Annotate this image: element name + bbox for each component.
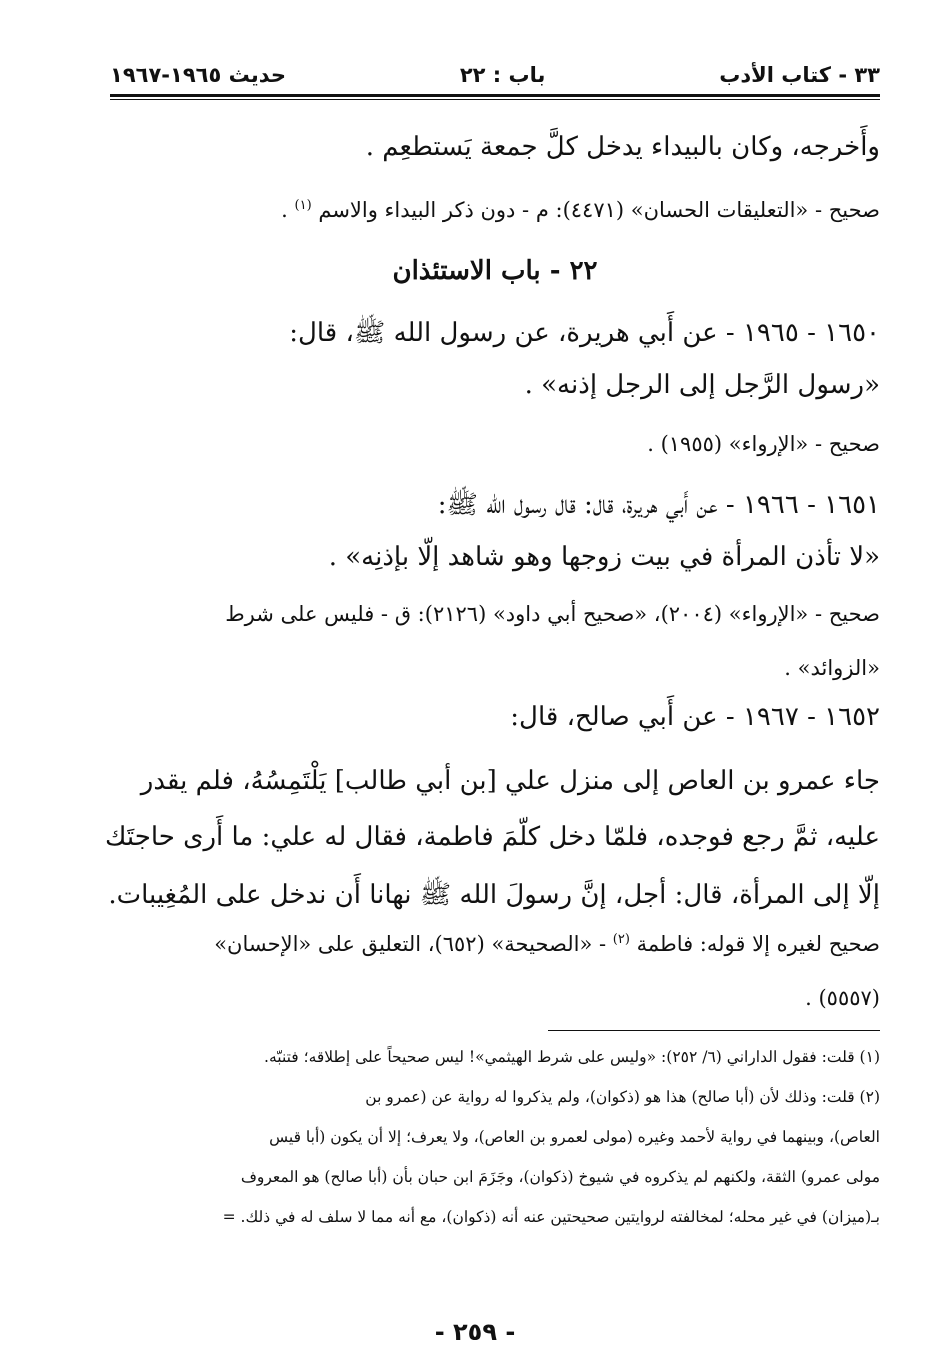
hadith-1652-text: جاء عمرو بن العاص إلى منزل علي [بن أبي طالب] يَلْتَمِسُهُ، فلم يقدر [140, 766, 880, 796]
footnote-2-cont: مولى عمرو) الثقة، ولكنهم لم يذكروه في شيوخ (ذكوان)، وجَزَمَ ابن حبان بأن (أبا صالح) هو المعروف [240, 1168, 880, 1186]
grading-text: صحيح لغيره إلا قوله: فاطمة [636, 932, 880, 956]
footnote-2-cont: بـ(ميزان) في غير محله؛ لمخالفته لروايتين صحيحتين عنه أنه (ذكوان)، مع أنه مما لا سلف له في ذلك. = [222, 1208, 880, 1226]
running-header [110, 58, 880, 92]
grading-text: صحيح - «التعليقات الحسان» (٤٤٧١): م - دون ذكر البيداء والاسم [318, 198, 880, 222]
footnote-2: (٢) قلت: وذلك لأن (أبا صالح) هذا هو (ذكوان)، ولم يذكروا له رواية عن (عمرو بن [365, 1088, 880, 1106]
hadith-1651-grade-cont: «الزوائد» . [784, 656, 880, 680]
footnote-1: (١) قلت: فقول الداراني (٦/ ٢٥٢): «وليس على شرط الهيثمي»! ليس صحيحاً على إطلاقه؛ فتنبّه. [264, 1048, 880, 1066]
grading-text-cont: - «الصحيحة» (٦٥٢)، التعليق على «الإحسان» [214, 932, 613, 956]
hadith-1652-text: عليه، ثمَّ رجع فوجده، فلمّا دخل كلّمَ فاطمة، فقال له علي: ما أَرى حاجتَك [105, 822, 880, 852]
hadith-1652-text: إلّا إلى المرأة، قال: أجل، إنَّ رسولَ الله ﷺ نهانا أَن ندخل على المُغِيبات. [108, 880, 880, 910]
header-rule-thin [110, 99, 880, 100]
footnote-2-cont: العاص)، وبينهما في رواية لأحمد وغيره (مولى لعمرو بن العاص)، ولا يعرف؛ إلا أن يكون (أبا قيس [269, 1128, 880, 1146]
header-rule-thick [110, 94, 880, 97]
hadith-1650-text: «رسول الرَّجل إلى الرجل إذنه» . [524, 370, 880, 400]
text-line: وأَخرجه، وكان بالبيداء يدخل كلَّ جمعة يَستطعِم . [365, 132, 880, 162]
header-chapter: باب : ٢٢ [459, 63, 546, 87]
hadith-1652-grade-cont: (٥٥٥٧) . [805, 986, 880, 1010]
footnote-marker-2: (٢) [612, 932, 630, 947]
footnote-marker-1: (١) [294, 198, 312, 213]
footnote-separator [548, 1030, 880, 1031]
grading-line [110, 198, 880, 222]
hadith-1651-text: «لا تأذن المرأة في بيت زوجها وهو شاهد إلّا بإذنِه» . [328, 542, 880, 572]
hadith-1651-grade: صحيح - «الإرواء» (٢٠٠٤)، «صحيح أبي داود» (٢١٢٦): ق - فليس على شرط [225, 602, 880, 626]
chapter-title: ٢٢ - باب الاستئذان [392, 256, 598, 286]
hadith-1651-head: ١٦٥١ - ١٩٦٦ - عن أَبي هريرة، قال: قال رسول الله ﷺ: [437, 490, 880, 520]
hadith-1650-head: ١٦٥٠ - ١٩٦٥ - عن أَبي هريرة، عن رسول الله ﷺ، قال: [289, 318, 880, 348]
hadith-1650-grade: صحيح - «الإرواء» (١٩٥٥) . [647, 432, 880, 456]
hadith-1652-head: ١٦٥٢ - ١٩٦٧ - عن أَبي صالح، قال: [510, 702, 880, 732]
header-hadith-range: حديث ١٩٦٥-١٩٦٧ [110, 63, 286, 87]
hadith-1652-grade [110, 932, 880, 956]
page-number: - ٢٥٩ - [434, 1318, 516, 1346]
grading-end: . [281, 198, 295, 222]
header-book-title: ٣٣ - كتاب الأدب [719, 63, 880, 87]
